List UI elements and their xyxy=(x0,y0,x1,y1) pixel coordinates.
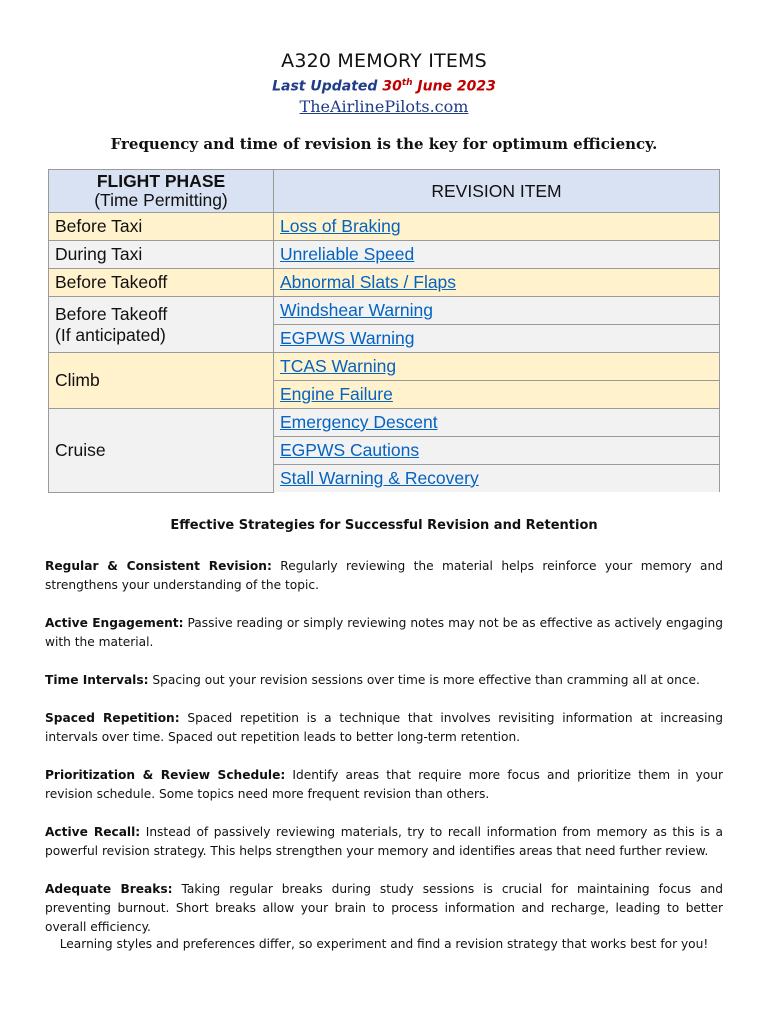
tip-text: Taking regular breaks during study sessions is crucial for maintaining focus and preventing burnout. Short breaks allow your brain to process information and recharge, leading to better overall efficiency. xyxy=(45,882,724,934)
link-emergency-descent[interactable]: Emergency Descent xyxy=(280,412,438,432)
table-header-row xyxy=(49,170,720,213)
link-egpws-cautions[interactable]: EGPWS Cautions xyxy=(280,440,420,460)
link-abnormal-slats-flaps[interactable]: Abnormal Slats / Flaps xyxy=(280,272,457,292)
updated-suffix: th xyxy=(401,78,413,88)
phase-before-takeoff-anticipated-line2: (If anticipated) xyxy=(55,324,166,345)
phase-before-takeoff: Before Takeoff xyxy=(49,269,274,297)
last-updated xyxy=(0,78,768,95)
tip-time-intervals xyxy=(45,671,723,690)
updated-rest: June 2023 xyxy=(412,78,496,95)
tip-text: Passive reading or simply reviewing notes may not be as effective as actively engaging with the material. xyxy=(45,616,724,649)
tip-text: Regularly reviewing the material helps reinforce your memory and strengthens your understanding of the topic. xyxy=(45,559,723,592)
link-windshear-warning[interactable]: Windshear Warning xyxy=(280,300,434,320)
tip-title: Active Engagement: xyxy=(45,616,184,630)
tip-text: Identify areas that require more focus and prioritize them in your revision schedule. Some topics need more frequent revision than others. xyxy=(45,768,723,801)
site-link[interactable]: TheAirlinePilots.com xyxy=(299,97,469,116)
table-row xyxy=(49,269,720,297)
tip-text: Spacing out your revision sessions over time is more effective than cramming all at once. xyxy=(148,673,700,687)
tip-text: Instead of passively reviewing materials, try to recall information from memory as this is a powerful revision strategy. This helps strengthen your memory and identifies areas that need further review. xyxy=(45,825,723,858)
closing-note: Learning styles and preferences differ, so experiment and find a revision strategy that works best for you! xyxy=(59,937,709,951)
table-row xyxy=(49,353,720,381)
tip-title: Time Intervals: xyxy=(45,673,149,687)
link-egpws-warning[interactable]: EGPWS Warning xyxy=(280,328,415,348)
phase-before-takeoff-anticipated-line1: Before Takeoff xyxy=(55,303,168,324)
tip-title: Prioritization & Review Schedule: xyxy=(45,768,286,782)
phase-cruise: Cruise xyxy=(49,409,274,493)
phase-before-taxi: Before Taxi xyxy=(49,213,274,241)
table-row xyxy=(49,297,720,325)
tip-prioritization xyxy=(45,766,723,804)
tip-title: Spaced Repetition: xyxy=(45,711,180,725)
link-loss-of-braking[interactable]: Loss of Braking xyxy=(280,216,401,236)
tip-active-recall xyxy=(45,823,723,861)
revision-item-header: REVISION ITEM xyxy=(274,170,720,213)
link-unreliable-speed[interactable]: Unreliable Speed xyxy=(280,244,415,264)
updated-prefix: Last Updated xyxy=(272,78,383,95)
tip-active-engagement xyxy=(45,614,723,652)
phase-climb: Climb xyxy=(49,353,274,409)
link-stall-warning-recovery[interactable]: Stall Warning & Recovery xyxy=(280,468,479,488)
flight-phase-header xyxy=(49,170,274,213)
table-row xyxy=(49,241,720,269)
flight-phase-header-sub: (Time Permitting) xyxy=(94,190,228,210)
tip-title: Active Recall: xyxy=(45,825,141,839)
tip-spaced-repetition xyxy=(45,709,723,747)
tip-regular-revision xyxy=(45,557,723,595)
tip-title: Adequate Breaks: xyxy=(45,882,173,896)
document-title: A320 MEMORY ITEMS xyxy=(281,50,487,72)
table-row xyxy=(49,409,720,437)
tip-title: Regular & Consistent Revision: xyxy=(45,559,272,573)
tagline: Frequency and time of revision is the key for optimum efficiency. xyxy=(110,135,658,153)
strategies-heading: Effective Strategies for Successful Revision and Retention xyxy=(170,518,598,533)
tip-text: Spaced repetition is a technique that involves revisiting information at increasing intervals over time. Spaced out repetition leads to better long-term retention. xyxy=(45,711,723,744)
updated-day: 30 xyxy=(382,78,402,95)
tip-adequate-breaks xyxy=(45,880,723,937)
phase-before-takeoff-anticipated xyxy=(49,297,274,353)
phase-during-taxi: During Taxi xyxy=(49,241,274,269)
link-tcas-warning[interactable]: TCAS Warning xyxy=(280,356,397,376)
link-engine-failure[interactable]: Engine Failure xyxy=(280,384,393,404)
strategies-list xyxy=(45,557,723,956)
memory-items-table xyxy=(48,169,720,493)
table-row xyxy=(49,213,720,241)
flight-phase-header-title: FLIGHT PHASE xyxy=(96,171,226,191)
